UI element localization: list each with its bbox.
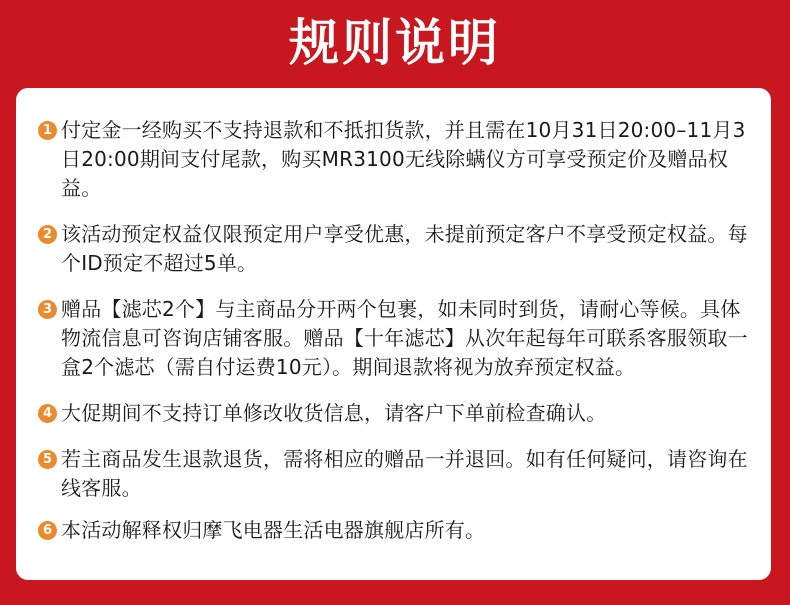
rule-number-badge: 1 (38, 121, 57, 140)
rule-item-1 (38, 116, 753, 203)
rule-text: 大促期间不支持订单修改收货信息，请客户下单前检查确认。 (61, 401, 607, 425)
page-title: 规则说明 (289, 14, 501, 72)
rule-text: 该活动预定权益仅限预定用户享受优惠，未提前预定客户不享受预定权益。每个ID预定不超过5单。 (61, 222, 748, 275)
rule-text: 付定金一经购买不支持退款和不抵扣货款，并且需在10月31日20:00–11月3日20:00期间支付尾款，购买MR3100无线除螨仪方可享受预定价及赠品权益。 (61, 118, 746, 200)
rule-number-badge: 5 (38, 450, 57, 469)
rule-number-badge: 3 (38, 300, 57, 319)
rule-number-badge: 2 (38, 225, 57, 244)
rule-item-3 (38, 295, 753, 382)
rule-item-4 (38, 399, 753, 428)
rule-text: 本活动解释权归摩飞电器生活电器旗舰店所有。 (61, 518, 486, 542)
rule-text: 赠品【滤芯2个】与主商品分开两个包裹，如未同时到货，请耐心等候。具体物流信息可咨询店铺客服。赠品【十年滤芯】从次年起每年可联系客服领取一盒2个滤芯（需自付运费10元）。期间退款将视为放弃预定权益。 (61, 297, 748, 379)
rule-number-badge: 6 (38, 521, 57, 540)
rules-panel (16, 88, 771, 580)
rule-number-badge: 4 (38, 404, 57, 423)
rule-item-6 (38, 516, 753, 545)
rule-text: 若主商品发生退款退货，需将相应的赠品一并退回。如有任何疑问，请咨询在线客服。 (61, 447, 748, 500)
rule-item-2 (38, 220, 753, 278)
rule-item-5 (38, 445, 753, 503)
